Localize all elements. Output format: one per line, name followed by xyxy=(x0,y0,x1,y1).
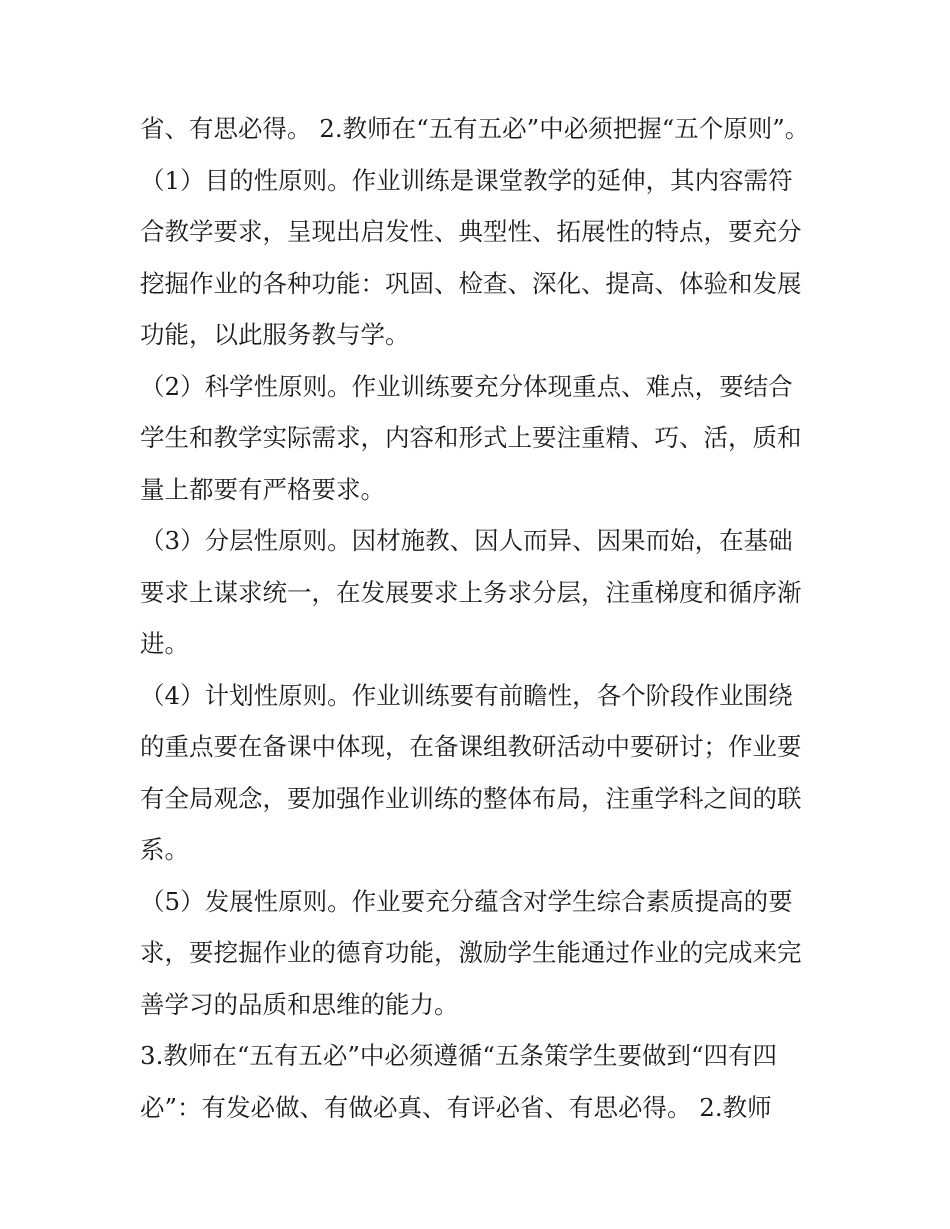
text-line: 功能，以此服务教与学。 xyxy=(140,320,410,349)
text-line: 量上都要有严格要求。 xyxy=(140,474,385,504)
text-line: 系。 xyxy=(140,835,189,864)
text-line: 善学习的品质和思维的能力。 xyxy=(140,989,459,1019)
text-line: 必”：有发必做、有做必真、有评必省、有思必得。 2.教师 xyxy=(140,1092,772,1122)
text-line: 学生和教学实际需求，内容和形式上要注重精、巧、活，质和 xyxy=(140,423,802,452)
text-line: 合教学要求，呈现出启发性、典型性、拓展性的特点，要充分 xyxy=(140,217,802,246)
text-line: （2）科学性原则。作业训练要充分体现重点、难点，要结合 xyxy=(140,371,793,401)
text-line: 有全局观念，要加强作业训练的整体布局，注重学科之间的联 xyxy=(140,783,802,813)
text-line: 的重点要在备课中体现，在备课组教研活动中要研讨；作业要 xyxy=(140,732,802,761)
document-body xyxy=(140,103,820,1133)
text-line: 求，要挖掘作业的德育功能，激励学生能通过作业的完成来完 xyxy=(140,938,802,967)
text-line: 进。 xyxy=(140,629,189,658)
text-line: 要求上谋求统一，在发展要求上务求分层，注重梯度和循序渐 xyxy=(140,577,802,607)
text-line: 挖掘作业的各种功能：巩固、检查、深化、提高、体验和发展 xyxy=(140,268,802,298)
text-line: （5）发展性原则。作业要充分蕴含对学生综合素质提高的要 xyxy=(140,886,793,916)
text-line: （3）分层性原则。因材施教、因人而异、因果而始，在基础 xyxy=(140,526,793,555)
text-line: 3.教师在“五有五必”中必须遵循“五条策学生要做到“四有四 xyxy=(140,1041,777,1070)
text-line: 省、有思必得。 2.教师在“五有五必”中必须把握“五个原则”。 xyxy=(140,114,810,143)
text-line: （1）目的性原则。作业训练是课堂教学的延伸，其内容需符 xyxy=(140,165,793,195)
text-line: （4）计划性原则。作业训练要有前瞻性，各个阶段作业围绕 xyxy=(140,680,793,710)
